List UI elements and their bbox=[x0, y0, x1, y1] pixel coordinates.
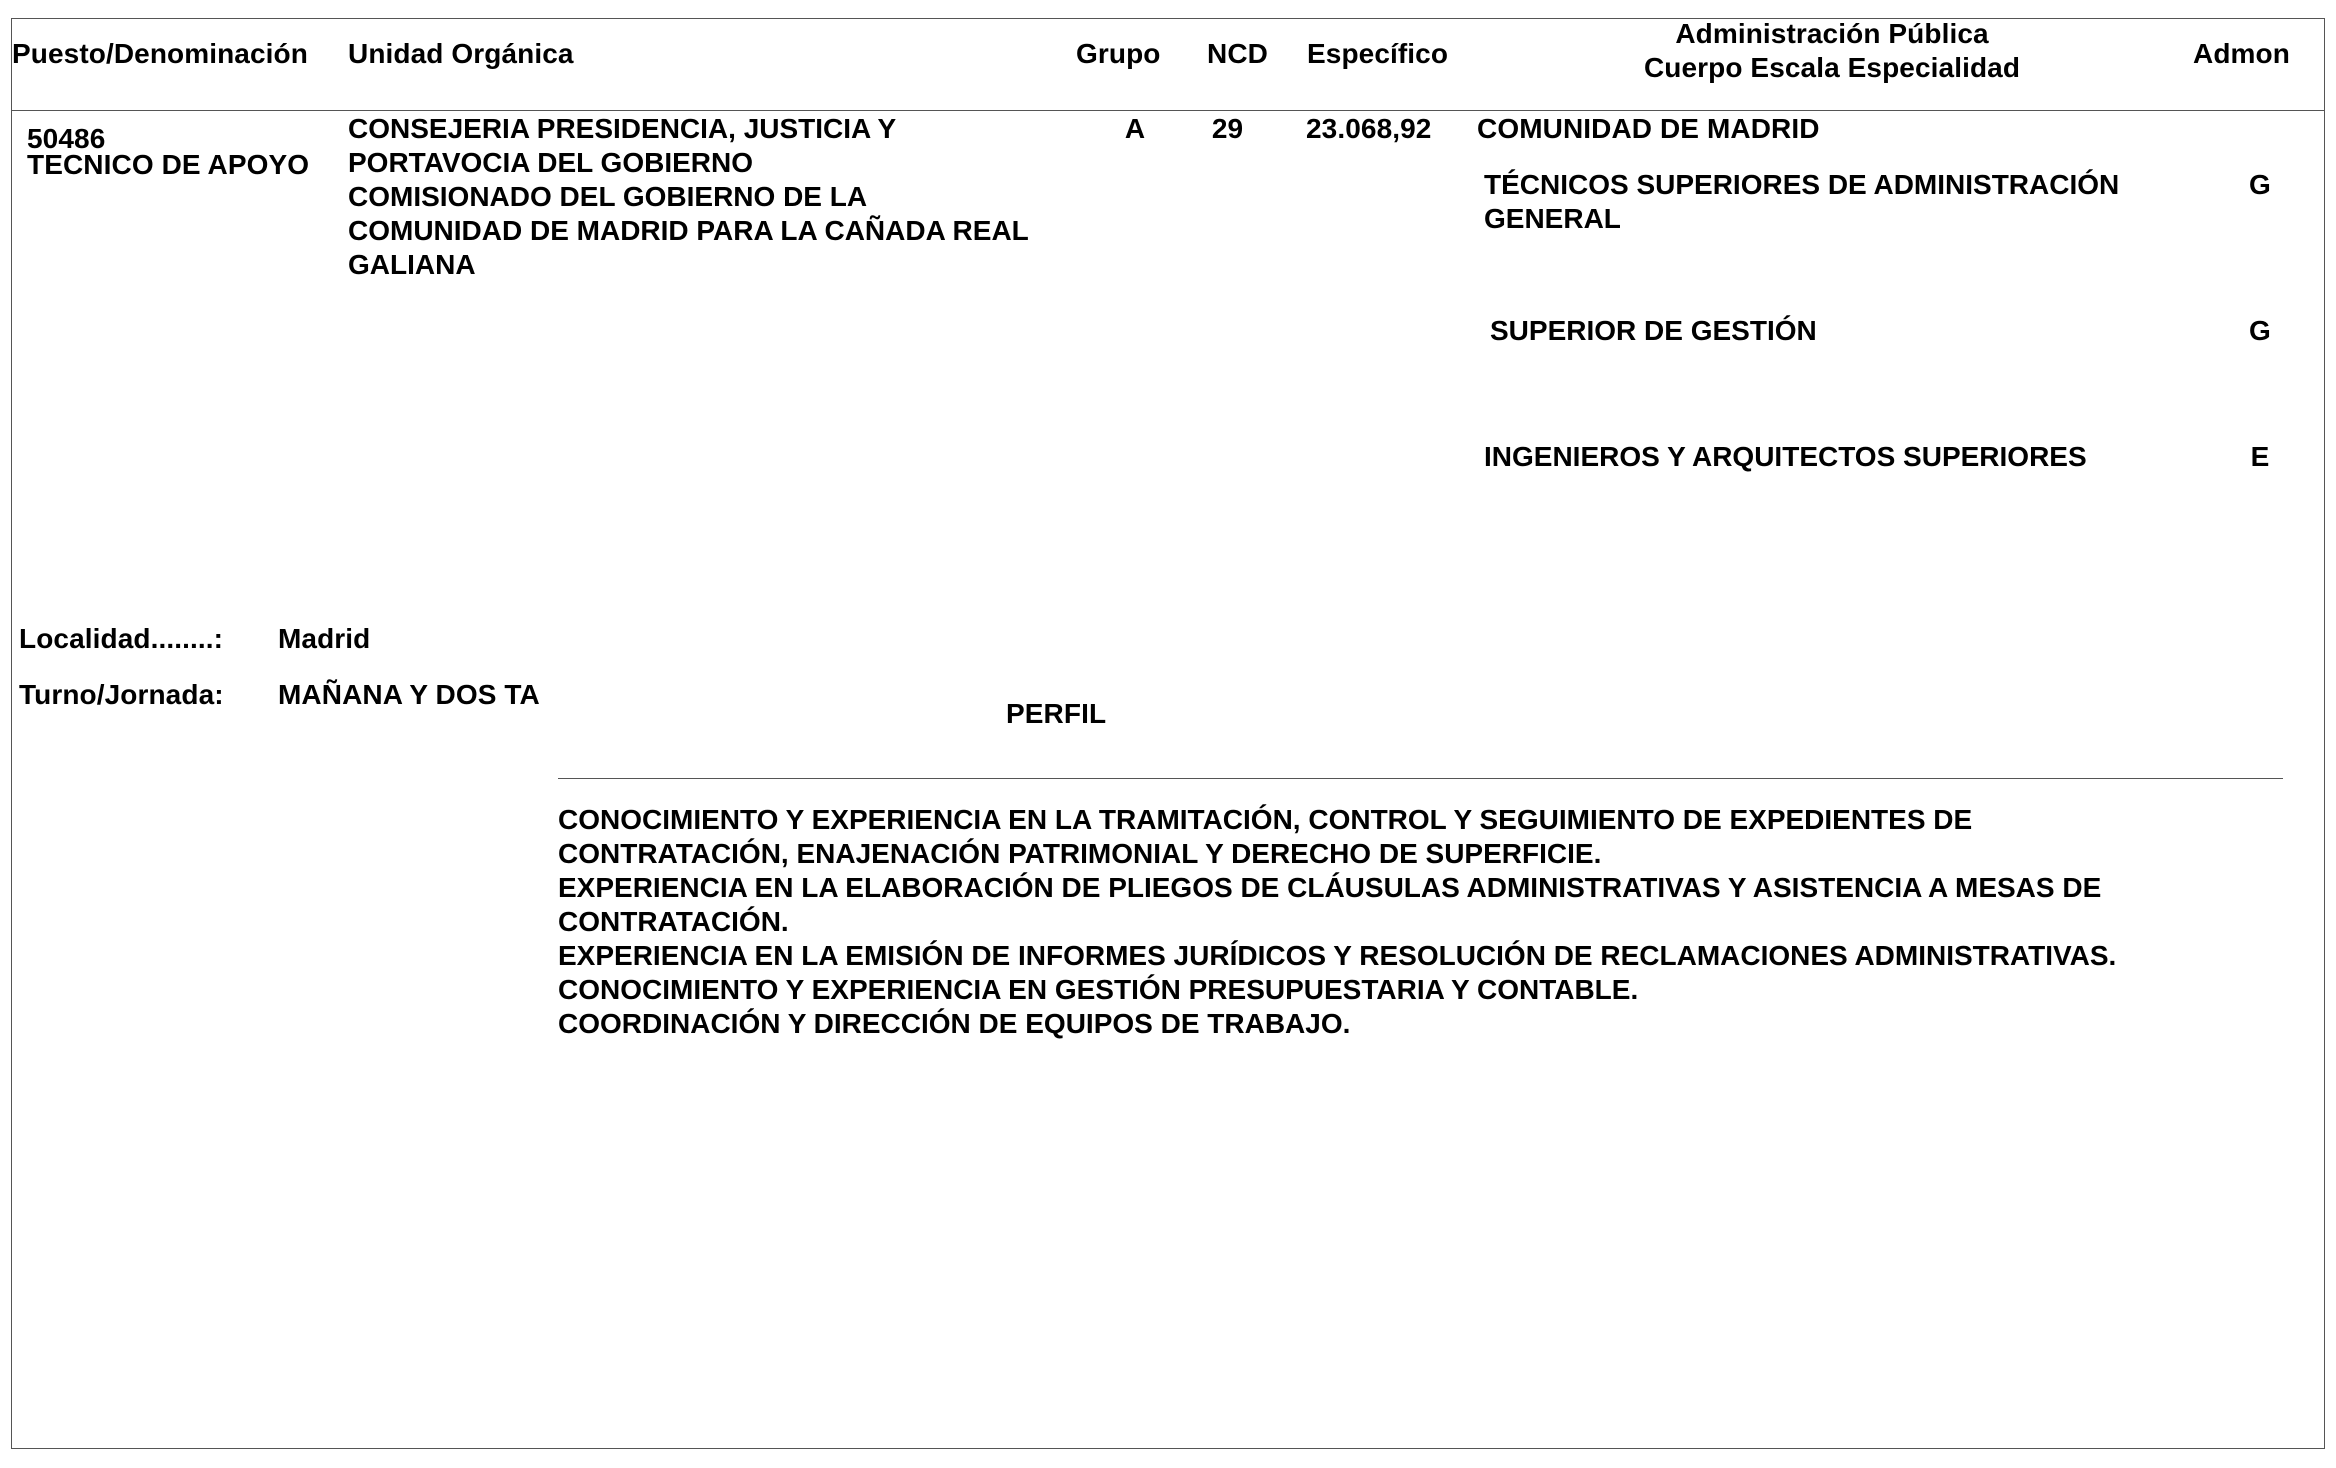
turno-value: MAÑANA Y DOS TA bbox=[278, 679, 540, 710]
perfil-line: CONTRATACIÓN. bbox=[558, 906, 789, 937]
cuerpo-admon: G bbox=[2249, 169, 2271, 200]
perfil-line: CONTRATACIÓN, ENAJENACIÓN PATRIMONIAL Y DERECHO DE SUPERFICIE. bbox=[558, 838, 1602, 869]
header-especifico: Específico bbox=[1307, 38, 1449, 69]
perfil-title: PERFIL bbox=[1006, 698, 1107, 729]
perfil-line: CONOCIMIENTO Y EXPERIENCIA EN GESTIÓN PRESUPUESTARIA Y CONTABLE. bbox=[558, 974, 1639, 1005]
ncd-value: 29 bbox=[1211, 113, 1244, 144]
cuerpo-admon: G bbox=[2249, 315, 2271, 346]
unidad-line: COMISIONADO DEL GOBIERNO DE LA bbox=[348, 181, 868, 212]
turno-label: Turno/Jornada: bbox=[19, 679, 224, 710]
unidad-line: CONSEJERIA PRESIDENCIA, JUSTICIA Y bbox=[348, 113, 897, 144]
header-admin-line1: Administración Pública bbox=[1675, 18, 1989, 49]
unidad-organica bbox=[348, 112, 1029, 282]
header-puesto: Puesto/Denominación bbox=[12, 38, 308, 69]
grupo-value: A bbox=[1124, 113, 1146, 144]
unidad-line: GALIANA bbox=[348, 249, 476, 280]
perfil-text bbox=[558, 803, 2116, 1041]
perfil-line: EXPERIENCIA EN LA ELABORACIÓN DE PLIEGOS DE CLÁUSULAS ADMINISTRATIVAS Y ASISTENCIA A MESAS DE bbox=[558, 872, 2102, 903]
perfil-divider bbox=[558, 778, 2283, 779]
puesto-codigo: 50486 bbox=[27, 123, 106, 154]
header-ncd: NCD bbox=[1207, 38, 1268, 69]
cuerpo-item bbox=[1484, 440, 2087, 474]
perfil-line: COORDINACIÓN Y DIRECCIÓN DE EQUIPOS DE TRABAJO. bbox=[558, 1008, 1351, 1039]
header-grupo: Grupo bbox=[1076, 38, 1161, 69]
perfil-line: CONOCIMIENTO Y EXPERIENCIA EN LA TRAMITACIÓN, CONTROL Y SEGUIMIENTO DE EXPEDIENTES DE bbox=[558, 804, 1973, 835]
perfil-line: EXPERIENCIA EN LA EMISIÓN DE INFORMES JURÍDICOS Y RESOLUCIÓN DE RECLAMACIONES ADMINISTRATIVAS. bbox=[558, 940, 2117, 971]
cuerpo-item bbox=[1490, 314, 1817, 348]
puesto-denominacion: TECNICO DE APOYO bbox=[27, 149, 310, 180]
header-unidad: Unidad Orgánica bbox=[348, 38, 574, 69]
especifico-value: 23.068,92 bbox=[1306, 113, 1432, 144]
header-admin-line2: Cuerpo Escala Especialidad bbox=[1643, 52, 2021, 83]
cuerpo-name: TÉCNICOS SUPERIORES DE ADMINISTRACIÓN bbox=[1484, 169, 2120, 200]
cuerpo-name: INGENIEROS Y ARQUITECTOS SUPERIORES bbox=[1484, 441, 2087, 472]
cuerpo-admon: E bbox=[2250, 441, 2270, 472]
header-divider bbox=[11, 110, 2325, 111]
administracion-value: COMUNIDAD DE MADRID bbox=[1477, 113, 1820, 144]
localidad-label: Localidad........: bbox=[19, 623, 224, 654]
cuerpo-item bbox=[1484, 168, 2119, 236]
localidad-value: Madrid bbox=[278, 623, 371, 654]
cuerpo-name: SUPERIOR DE GESTIÓN bbox=[1490, 315, 1817, 346]
unidad-line: COMUNIDAD DE MADRID PARA LA CAÑADA REAL bbox=[348, 215, 1029, 246]
cuerpo-name: GENERAL bbox=[1484, 203, 1621, 234]
unidad-line: PORTAVOCIA DEL GOBIERNO bbox=[348, 147, 753, 178]
header-admon: Admon bbox=[2193, 38, 2290, 69]
